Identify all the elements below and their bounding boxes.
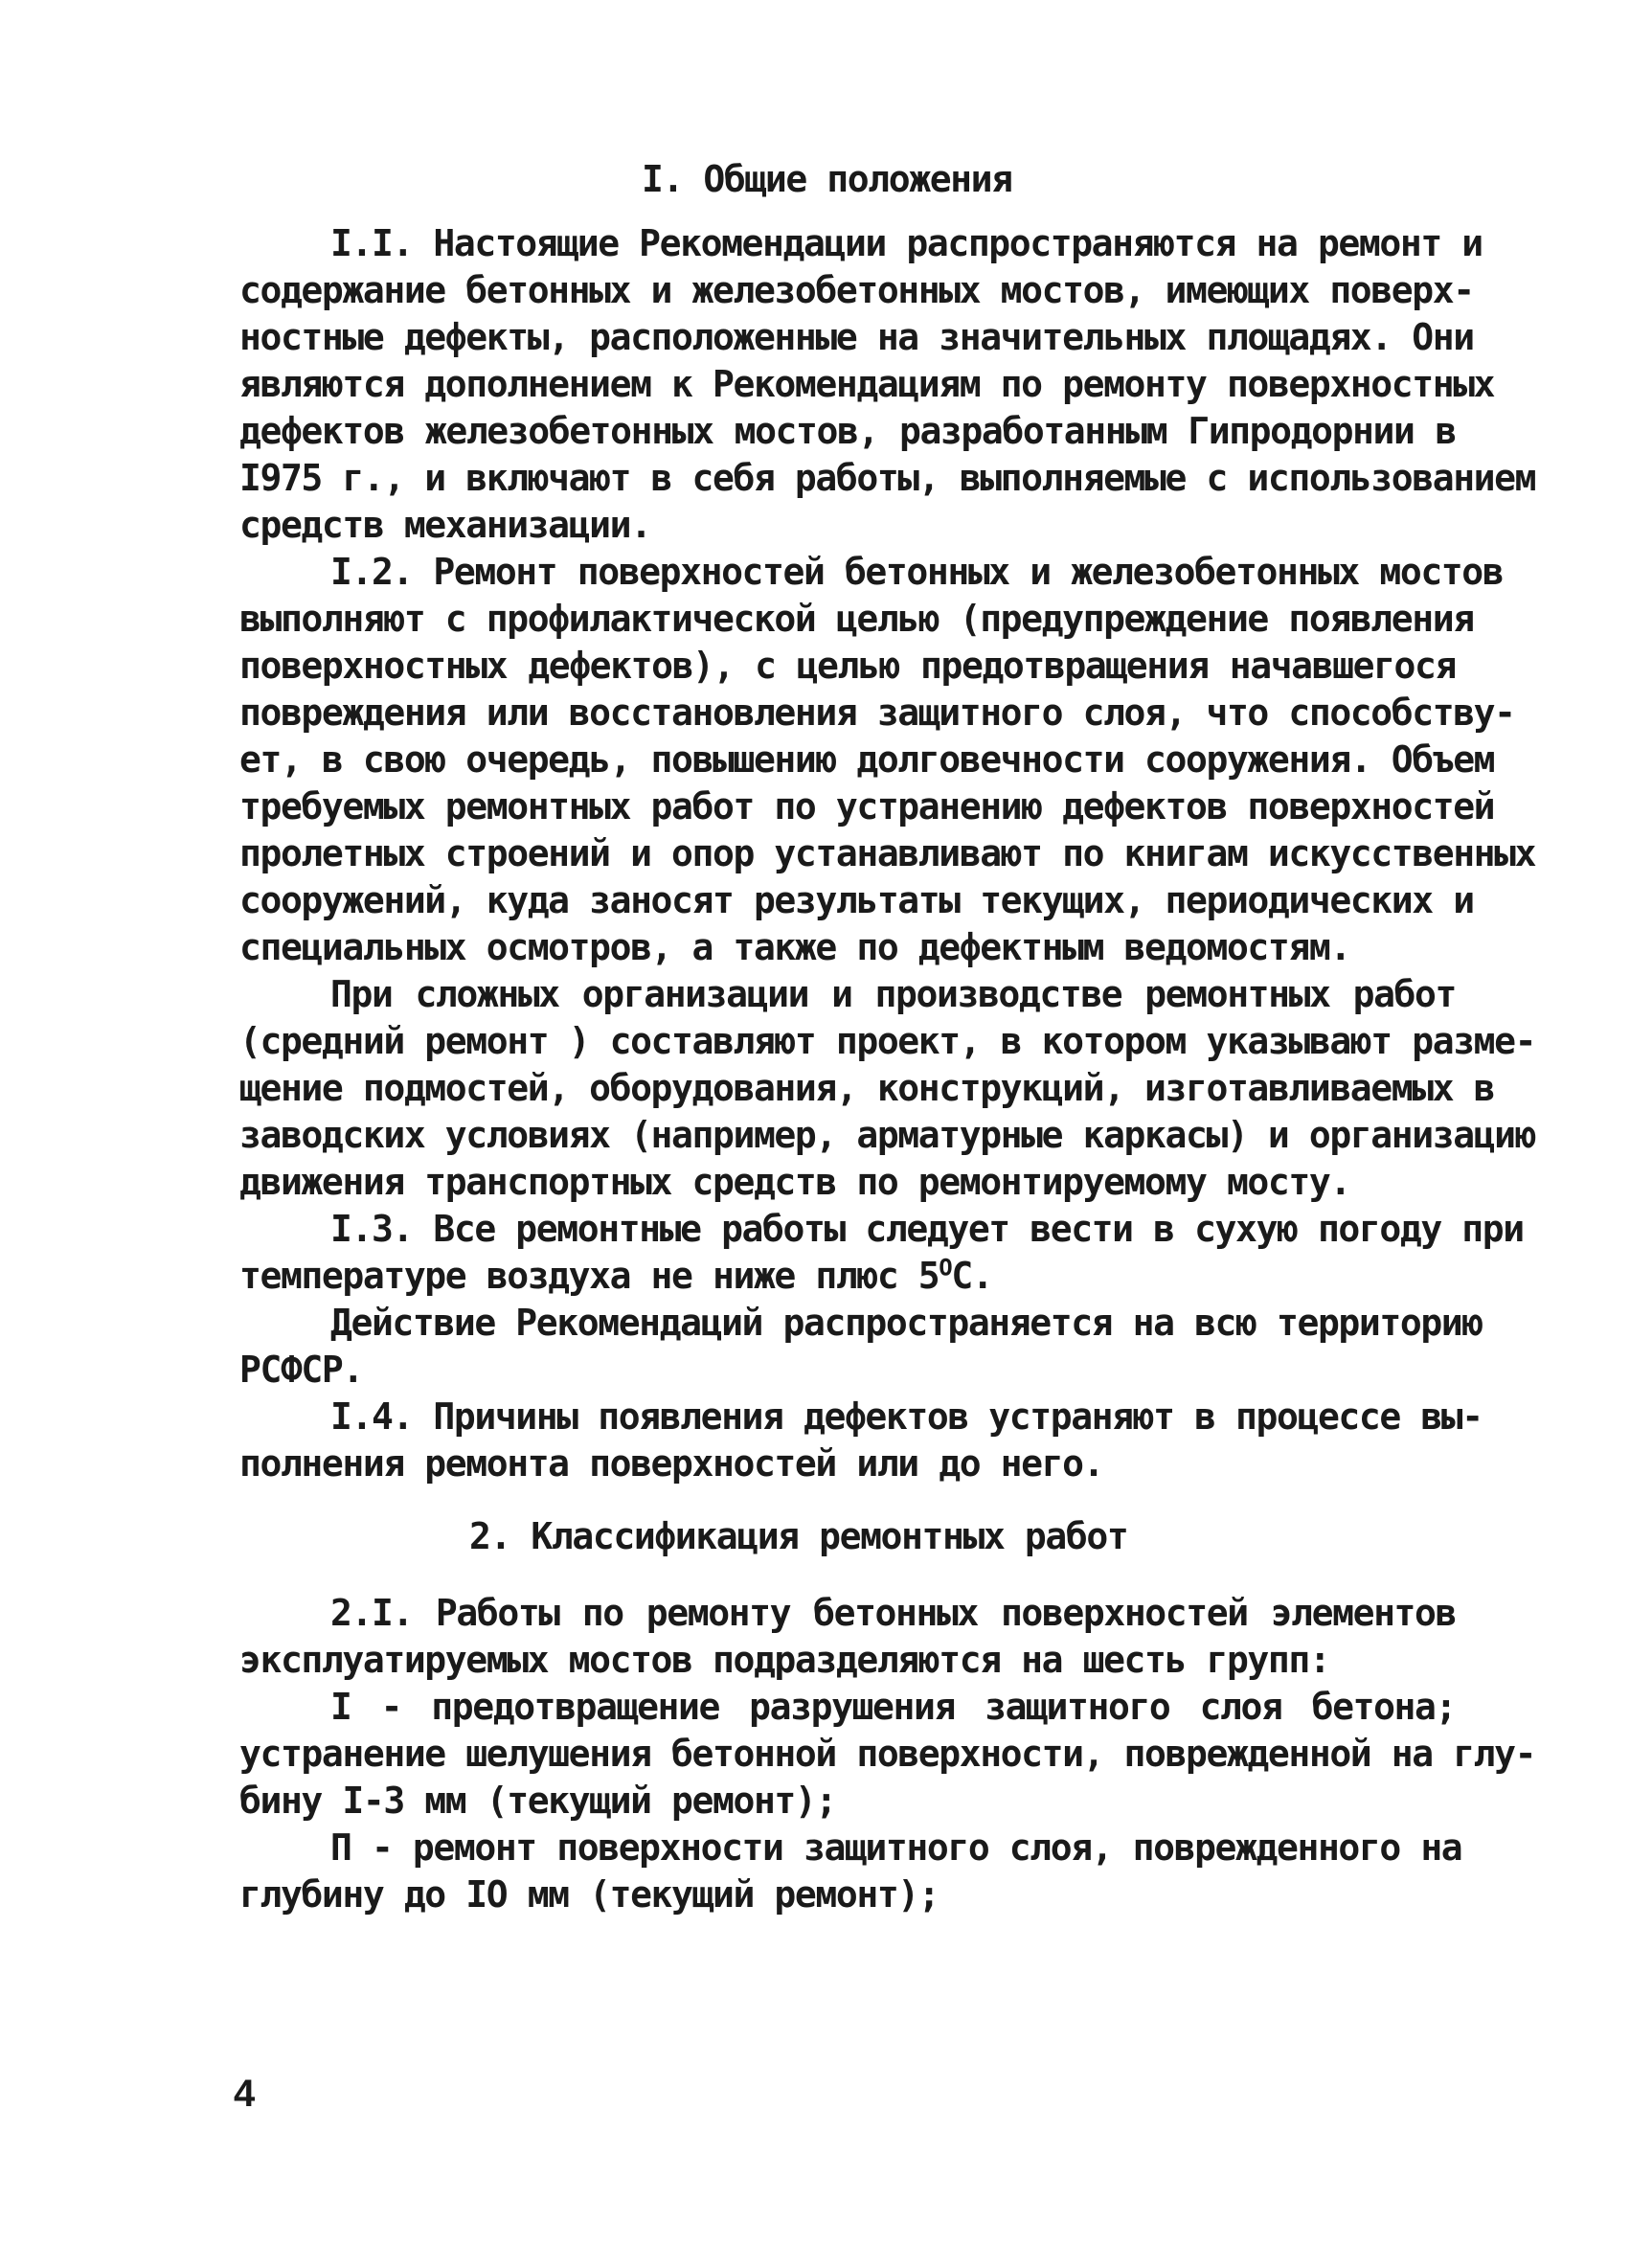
paragraph-line: пролетных строений и опор устанавливают по книгам искусственных [239, 832, 1536, 874]
paragraph-line: щение подмостей, оборудования, конструкций, изготавливаемых в [239, 1067, 1495, 1109]
temperature-text: температуре воздуха не ниже плюс 5 [239, 1255, 940, 1297]
paragraph-line: заводских условиях (например, арматурные каркасы) и организацию [239, 1114, 1536, 1156]
paragraph-line: содержание бетонных и железобетонных мостов, имеющих поверх- [239, 269, 1474, 311]
paragraph-line: полнения ремонта поверхностей или до него. [239, 1442, 1104, 1485]
paragraph-line: ностные дефекты, расположенные на значительных площадях. Они [239, 316, 1474, 358]
paragraph-line: I.4. Причины появления дефектов устраняют в процессе вы- [330, 1395, 1483, 1438]
degree-mark: O [939, 1254, 952, 1281]
paragraph-line: выполняют с профилактической целью (предупреждение появления [239, 598, 1474, 640]
paragraph-line: средств механизации. [239, 504, 651, 546]
paragraph-line: При сложных организации и производстве ремонтных работ [330, 973, 1456, 1015]
paragraph-line: повреждения или восстановления защитного слоя, что способству- [239, 692, 1515, 734]
section-1-heading: I. Общие положения [642, 158, 1012, 200]
paragraph-line: I.I. Настоящие Рекомендации распространяются на ремонт и [330, 222, 1483, 264]
paragraph-line: I - предотвращение разрушения защитного слоя бетона; [330, 1686, 1456, 1728]
paragraph-line: 2.I. Работы по ремонту бетонных поверхностей элементов [330, 1592, 1456, 1634]
paragraph-line-temperature [239, 1253, 1456, 1299]
paragraph-line: Действие Рекомендаций распространяется на всю территорию [330, 1302, 1483, 1344]
paragraph-line: устранение шелушения бетонной поверхности, поврежденной на глу- [239, 1733, 1536, 1775]
paragraph-line: эксплуатируемых мостов подразделяются на шесть групп: [239, 1639, 1330, 1681]
paragraph-line: требуемых ремонтных работ по устранению дефектов поверхностей [239, 785, 1495, 828]
paragraph-line: глубину до IO мм (текущий ремонт); [239, 1873, 940, 1916]
paragraph-line: (средний ремонт ) составляют проект, в котором указывают разме- [239, 1020, 1536, 1062]
paragraph-line: РСФСР. [239, 1349, 363, 1391]
paragraph-line: специальных осмотров, а также по дефектным ведомостям. [239, 926, 1350, 968]
paragraph-line: движения транспортных средств по ремонтируемому мосту. [239, 1161, 1350, 1203]
paragraph-line: I975 г., и включают в себя работы, выполняемые с использованием [239, 457, 1536, 499]
paragraph-line: дефектов железобетонных мостов, разработанным Гипродорнии в [239, 410, 1456, 452]
paragraph-line: I.2. Ремонт поверхностей бетонных и железобетонных мостов [330, 551, 1504, 593]
paragraph-line: П - ремонт поверхности защитного слоя, поврежденного на [330, 1826, 1462, 1869]
paragraph-line: являются дополнением к Рекомендациям по ремонту поверхностных [239, 363, 1495, 405]
page-number: 4 [234, 2073, 256, 2115]
temperature-unit: С. [951, 1255, 993, 1297]
paragraph-line: ет, в свою очередь, повышению долговечности сооружения. Объем [239, 738, 1495, 781]
paragraph-line: сооружений, куда заносят результаты текущих, периодических и [239, 879, 1474, 921]
paragraph-line: I.3. Все ремонтные работы следует вести в сухую погоду при [330, 1208, 1524, 1250]
paragraph-line: поверхностных дефектов), с целью предотвращения начавшегося [239, 645, 1456, 687]
paragraph-line: бину I-3 мм (текущий ремонт); [239, 1780, 836, 1822]
section-2-heading: 2. Классификация ремонтных работ [469, 1515, 1128, 1557]
